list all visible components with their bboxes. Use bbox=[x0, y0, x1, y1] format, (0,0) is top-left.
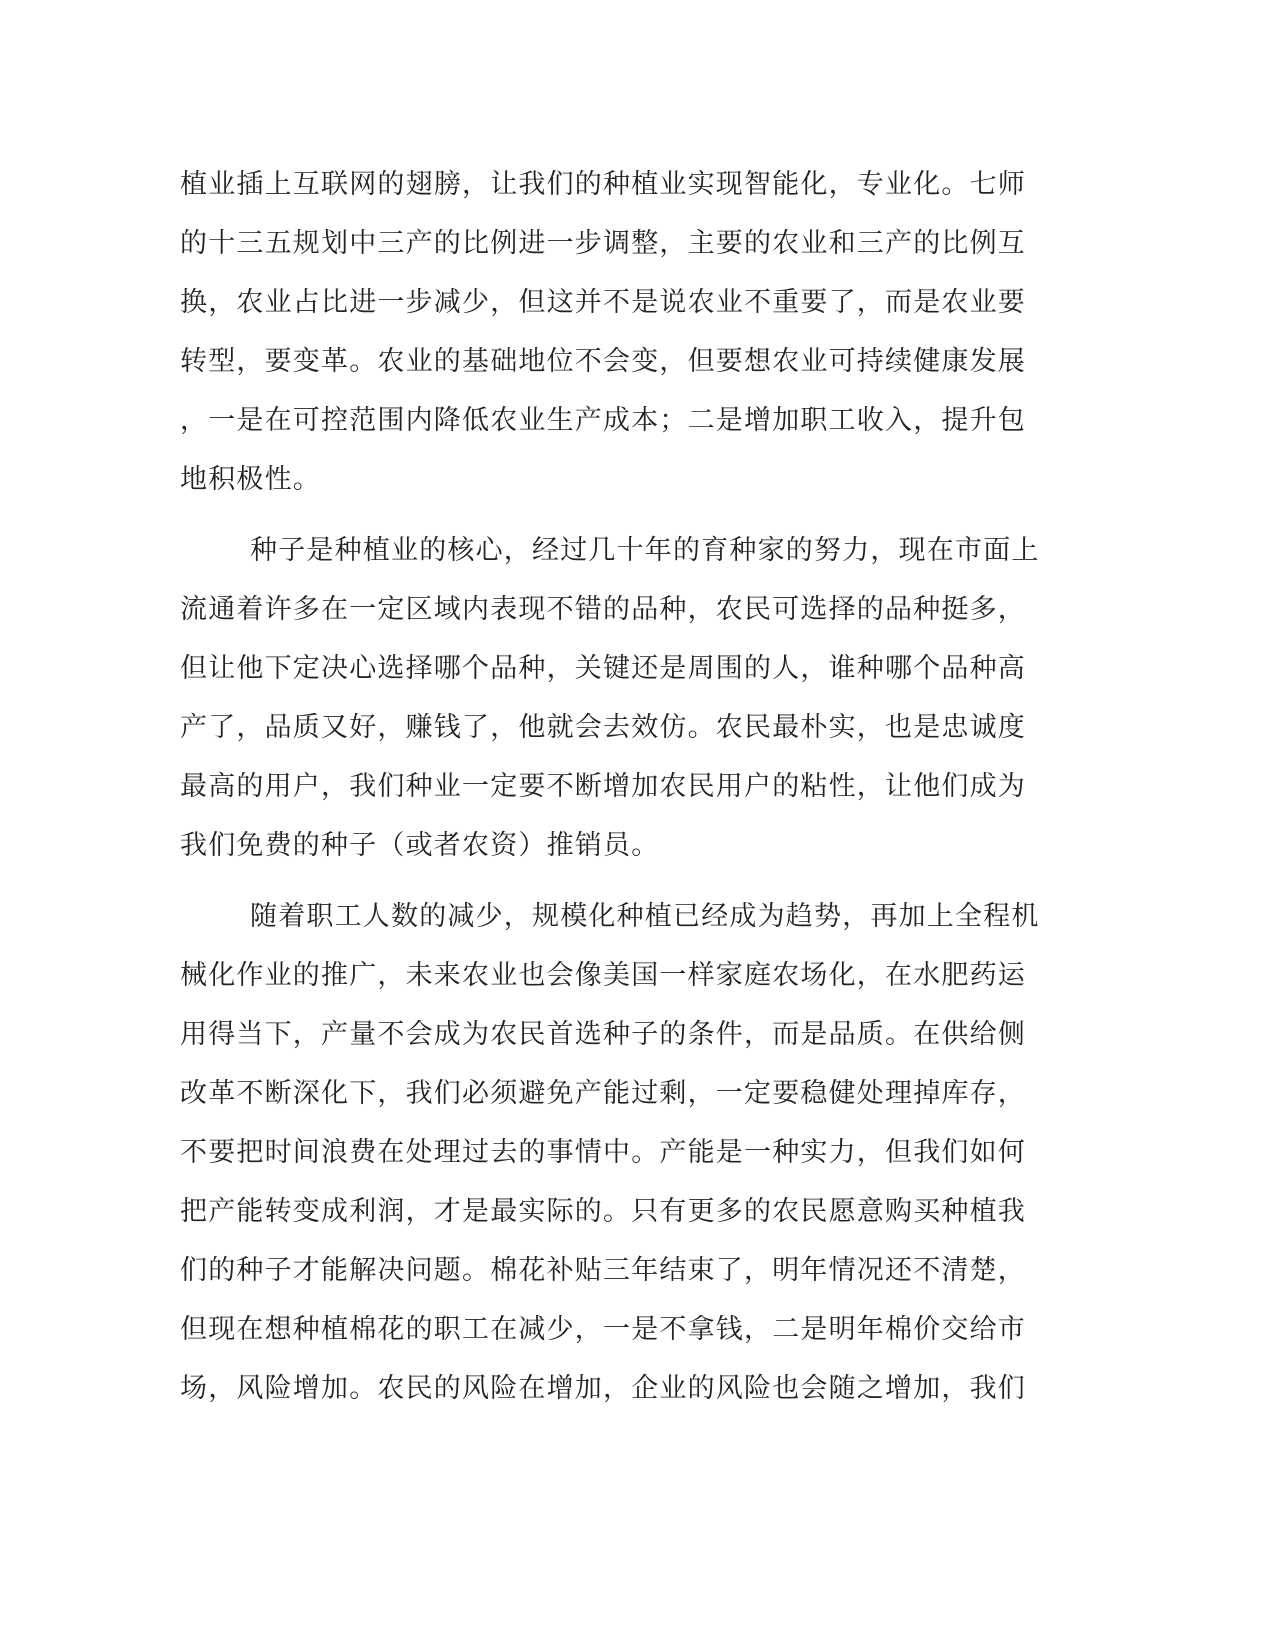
paragraph bbox=[180, 521, 1040, 875]
text-line: 场，风险增加。农民的风险在增加，企业的风险也会随之增加，我们 bbox=[180, 1373, 1026, 1404]
text-line: 把产能转变成利润，才是最实际的。只有更多的农民愿意购买种植我 bbox=[180, 1196, 1026, 1227]
text-line: 转型，要变革。农业的基础地位不会变，但要想农业可持续健康发展 bbox=[180, 346, 1026, 377]
text-line: 用得当下，产量不会成为农民首选种子的条件，而是品质。在供给侧 bbox=[180, 1019, 1026, 1050]
text-line: ，一是在可控范围内降低农业生产成本；二是增加职工收入，提升包 bbox=[180, 405, 1026, 436]
paragraph bbox=[180, 887, 1040, 1418]
text-line: 但现在想种植棉花的职工在减少，一是不拿钱，二是明年棉价交给市 bbox=[180, 1314, 1026, 1345]
text-line: 最高的用户，我们种业一定要不断增加农民用户的粘性，让他们成为 bbox=[180, 771, 1026, 802]
text-line: 换，农业占比进一步减少，但这并不是说农业不重要了，而是农业要 bbox=[180, 287, 1026, 318]
text-line: 种子是种植业的核心，经过几十年的育种家的努力，现在市面上 bbox=[250, 535, 1040, 566]
text-line: 不要把时间浪费在处理过去的事情中。产能是一种实力，但我们如何 bbox=[180, 1137, 1026, 1168]
paragraph bbox=[180, 155, 1040, 509]
text-line: 地积极性。 bbox=[180, 464, 321, 495]
paragraph-spacer bbox=[180, 509, 1040, 521]
text-line: 们的种子才能解决问题。棉花补贴三年结束了，明年情况还不清楚， bbox=[180, 1255, 1026, 1286]
text-line: 随着职工人数的减少，规模化种植已经成为趋势，再加上全程机 bbox=[250, 901, 1040, 932]
text-line: 植业插上互联网的翅膀，让我们的种植业实现智能化，专业化。七师 bbox=[180, 169, 1026, 200]
body-text bbox=[180, 155, 1040, 1418]
text-line: 改革不断深化下，我们必须避免产能过剩，一定要稳健处理掉库存， bbox=[180, 1078, 1026, 1109]
text-line: 我们免费的种子（或者农资）推销员。 bbox=[180, 830, 660, 861]
text-line: 产了，品质又好，赚钱了，他就会去效仿。农民最朴实，也是忠诚度 bbox=[180, 712, 1026, 743]
text-line: 但让他下定决心选择哪个品种，关键还是周围的人，谁种哪个品种高 bbox=[180, 653, 1026, 684]
text-line: 械化作业的推广，未来农业也会像美国一样家庭农场化，在水肥药运 bbox=[180, 960, 1026, 991]
paragraph-spacer bbox=[180, 875, 1040, 887]
text-line: 流通着许多在一定区域内表现不错的品种，农民可选择的品种挺多， bbox=[180, 594, 1026, 625]
text-line: 的十三五规划中三产的比例进一步调整，主要的农业和三产的比例互 bbox=[180, 228, 1026, 259]
